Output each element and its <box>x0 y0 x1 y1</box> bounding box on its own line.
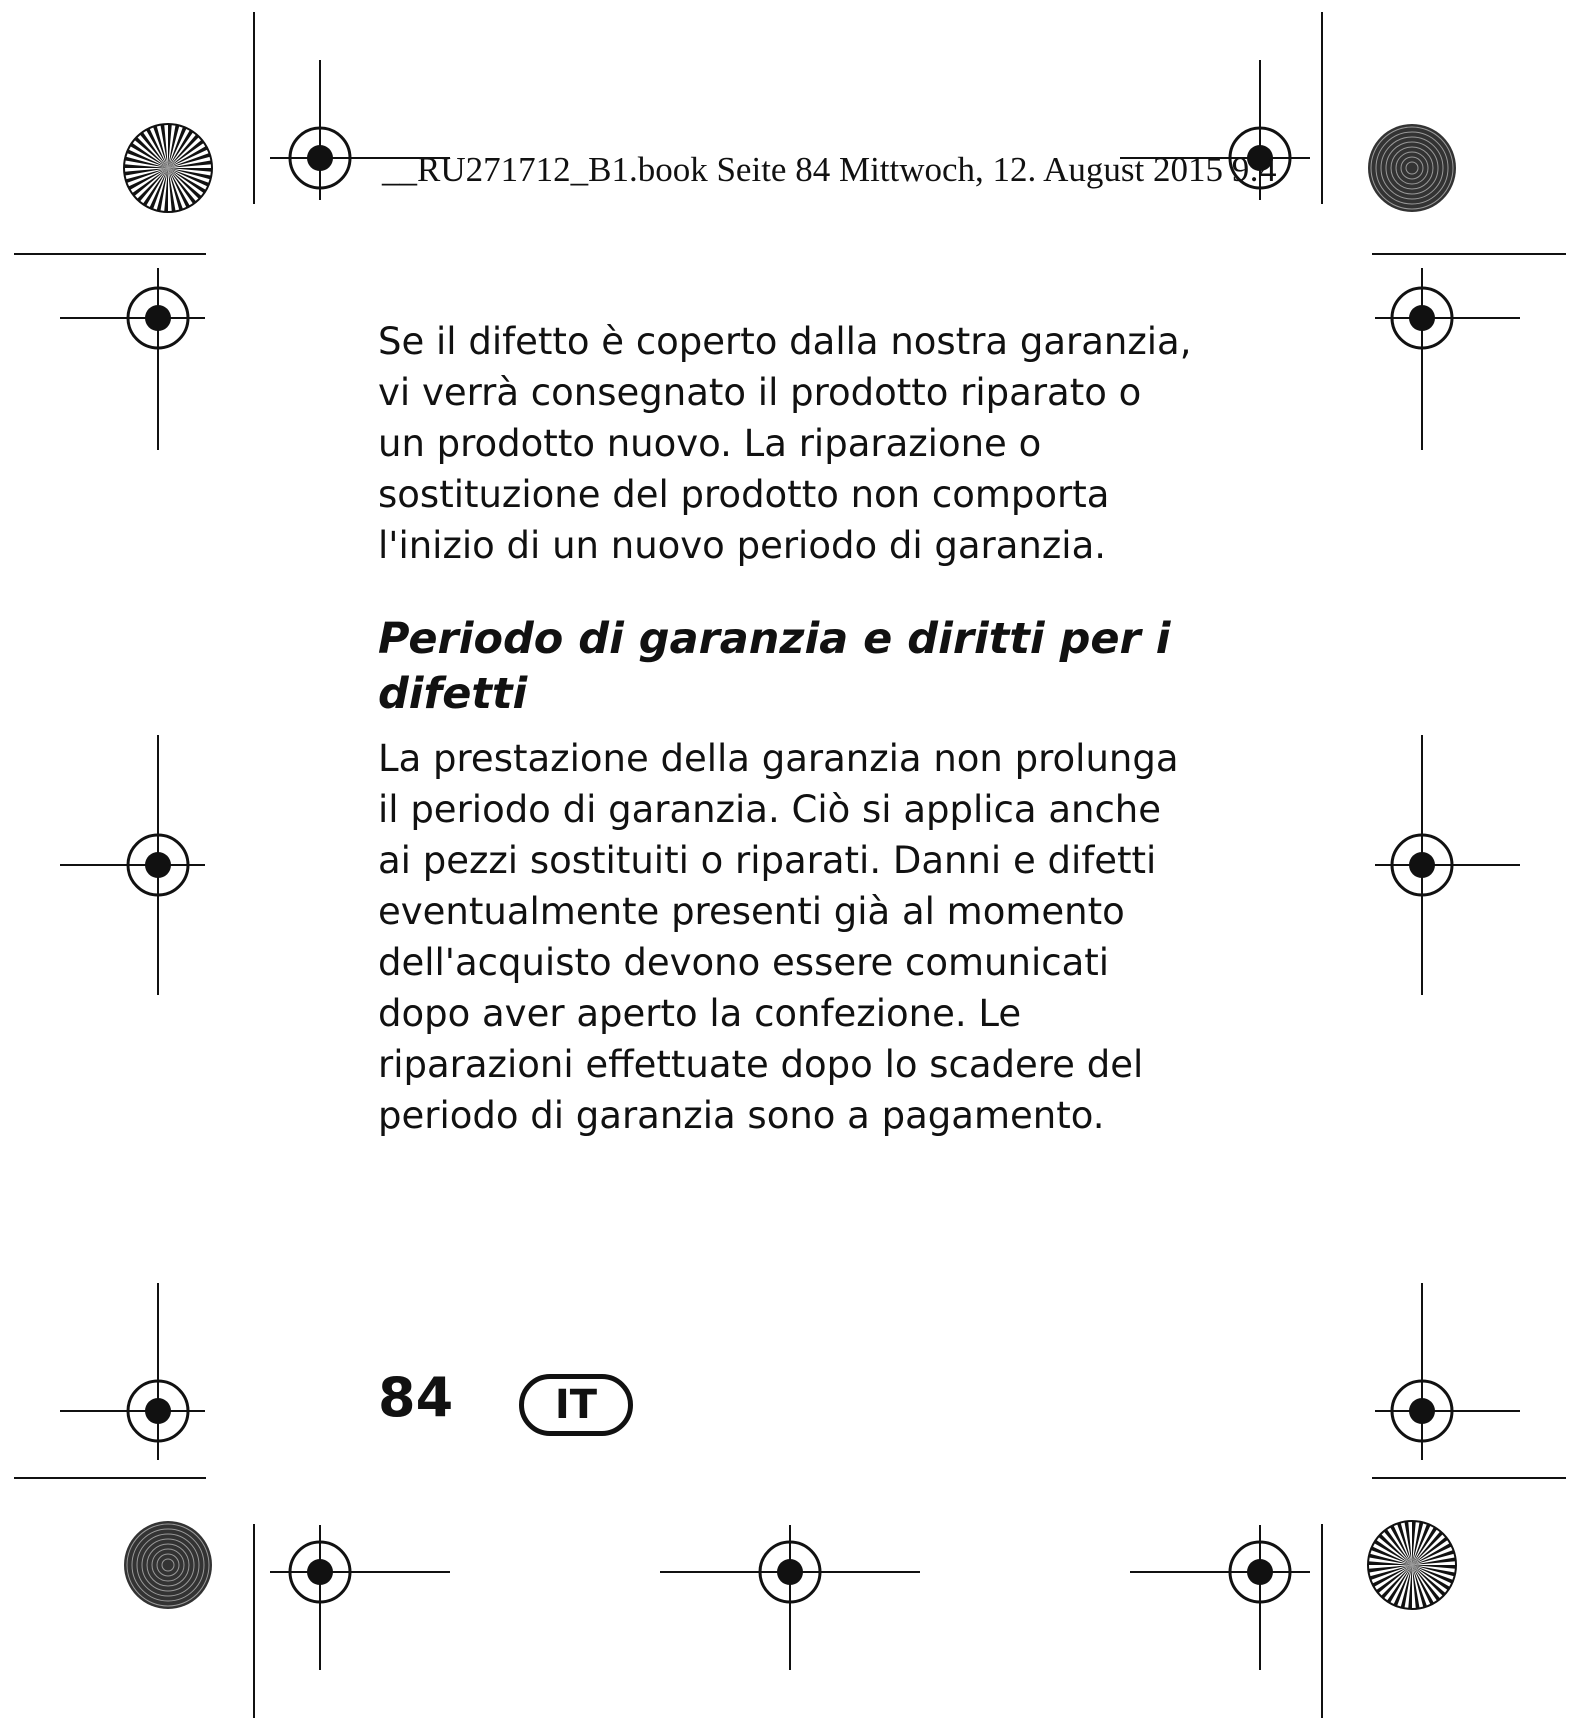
starburst-dial-icon <box>124 124 212 212</box>
starburst-dial-icon <box>1368 1521 1456 1609</box>
concentric-dial-icon <box>124 1521 212 1609</box>
paragraph-warranty-repair: Se il difetto è coperto dalla nostra garanzia, vi verrà consegnato il prodotto riparato o un prodotto nuovo. La riparazione o sostituzione del prodotto non comporta l'inizio di un nuovo periodo di garanzia. <box>378 320 1192 567</box>
slug-line: __RU271712_B1.book Seite 84 Mittwoch, 12. August 2015 9:4 <box>382 150 1277 189</box>
page-number: 84 <box>378 1366 454 1429</box>
paragraph-warranty-period: La prestazione della garanzia non prolunga il periodo di garanzia. Ciò si applica anche ai pezzi sostituiti o riparati. Danni e difetti eventualmente presenti già al momento dell'acquisto devono essere comunicati dopo aver aperto la confezione. Le riparazioni effettuate dopo lo scadere del periodo di garanzia sono a pagamento. <box>378 737 1179 1137</box>
concentric-dial-icon <box>1368 124 1456 212</box>
section-heading: Periodo di garanzia e diritti per i difetti <box>378 614 1171 719</box>
language-badge: IT <box>519 1374 633 1436</box>
